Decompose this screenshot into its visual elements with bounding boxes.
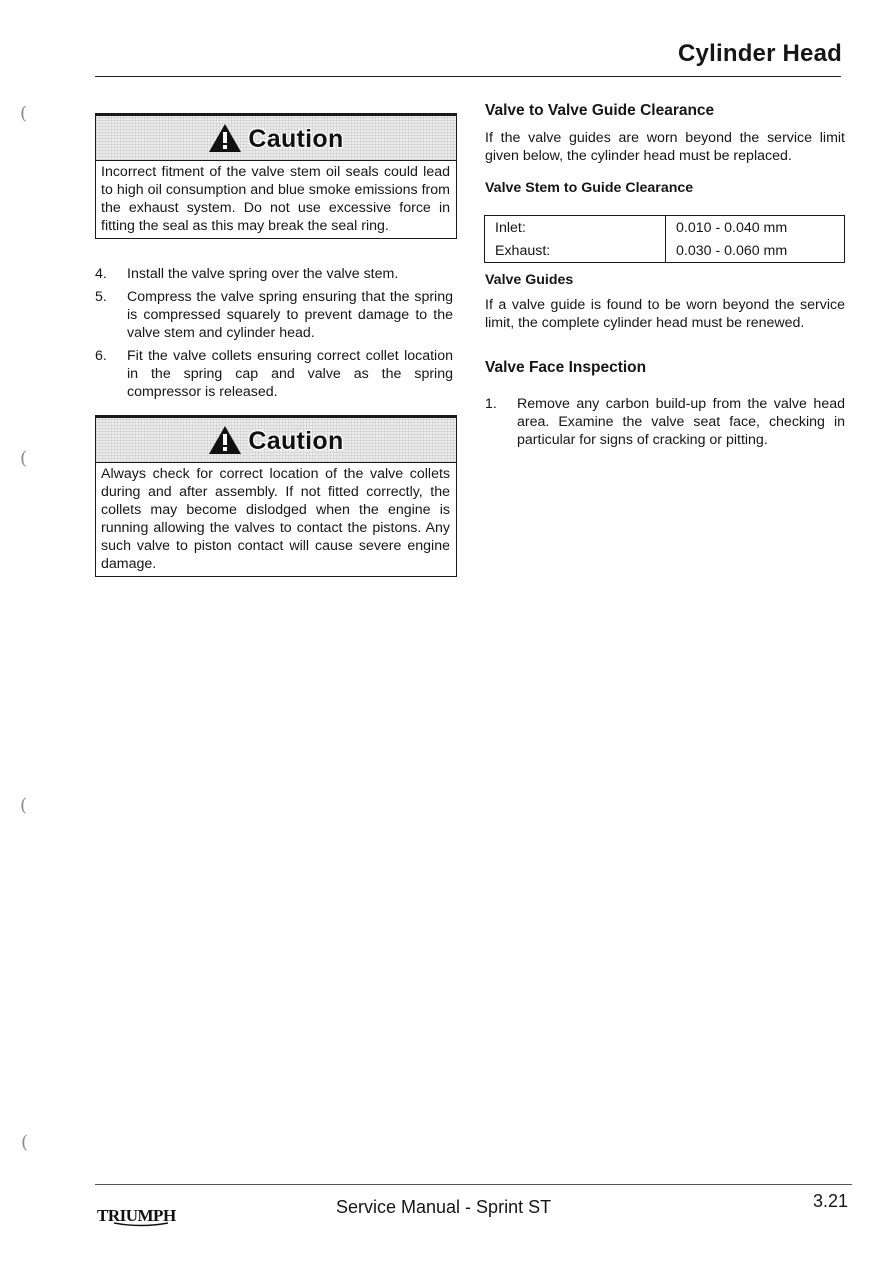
table-cell-label: Exhaust: — [485, 239, 666, 263]
triumph-logo — [96, 1202, 188, 1228]
brand-logo — [96, 1202, 188, 1233]
margin-mark: ( — [20, 448, 28, 469]
step-number: 1. — [485, 396, 497, 412]
warning-triangle-icon — [208, 425, 242, 455]
clearance-table — [484, 215, 845, 263]
step-text: Install the valve spring over the valve stem. — [127, 266, 399, 282]
margin-mark: ( — [21, 1132, 29, 1153]
section-title: Valve Stem to Guide Clearance — [485, 180, 694, 196]
margin-mark: ( — [20, 103, 28, 124]
list-item — [95, 347, 453, 401]
step-text: Fit the valve collets ensuring correct collet location in the spring cap and valve as the spring compressor is released. — [127, 348, 453, 400]
table-row — [485, 239, 845, 263]
section-body: If the valve guides are worn beyond the service limit given below, the cylinder head must be replaced. — [485, 130, 845, 164]
section-title: Valve Face Inspection — [485, 359, 647, 376]
right-column — [485, 102, 845, 454]
list-item — [485, 395, 845, 449]
brand-text: TRIUMPH — [97, 1206, 176, 1225]
section-body: If a valve guide is found to be worn beyond the service limit, the complete cylinder head must be renewed. — [485, 297, 845, 331]
caution-box — [95, 113, 457, 239]
manual-title: Service Manual - Sprint ST — [336, 1197, 552, 1217]
section-title: Valve to Valve Guide Clearance — [485, 102, 715, 119]
header-rule — [95, 76, 841, 77]
step-number: 4. — [95, 266, 107, 282]
table-row — [485, 216, 845, 240]
caution-heading: Caution — [248, 426, 344, 455]
step-text: Compress the valve spring ensuring that the spring is compressed squarely to prevent damage to the valve stem and cylinder head. — [127, 289, 453, 341]
footer-rule — [95, 1184, 852, 1185]
margin-mark: ( — [20, 795, 28, 816]
step-list — [485, 395, 845, 449]
table-cell-value: 0.030 - 0.060 mm — [676, 242, 788, 259]
table-cell-value: 0.010 - 0.040 mm — [676, 219, 788, 236]
caution-band — [96, 114, 456, 161]
caution-heading: Caution — [248, 124, 344, 153]
page-number: 3.21 — [813, 1191, 849, 1211]
caution-box — [95, 415, 457, 577]
list-item — [95, 265, 453, 283]
table-cell-label: Inlet: — [485, 216, 666, 240]
warning-triangle-icon — [208, 123, 242, 153]
caution-band — [96, 416, 456, 463]
caution-text: Incorrect fitment of the valve stem oil seals could lead to high oil consumption and blue smoke emissions from the exhaust system. Do not use excessive force in fitting the seal as this may break the seal ring. — [101, 164, 450, 234]
step-text: Remove any carbon build-up from the valve head area. Examine the valve seat face, checking in particular for signs of cracking or pitting. — [517, 396, 845, 448]
page-title: Cylinder Head — [678, 40, 842, 67]
caution-text: Always check for correct location of the valve collets during and after assembly. If not fitted correctly, the collets may become dislodged when the engine is running allowing the valves to contact the pistons. Any such valve to piston contact will cause severe engine damage. — [101, 466, 450, 572]
section-title: Valve Guides — [485, 272, 574, 288]
step-number: 6. — [95, 348, 107, 364]
step-number: 5. — [95, 289, 107, 305]
list-item — [95, 288, 453, 342]
step-list — [95, 265, 453, 406]
